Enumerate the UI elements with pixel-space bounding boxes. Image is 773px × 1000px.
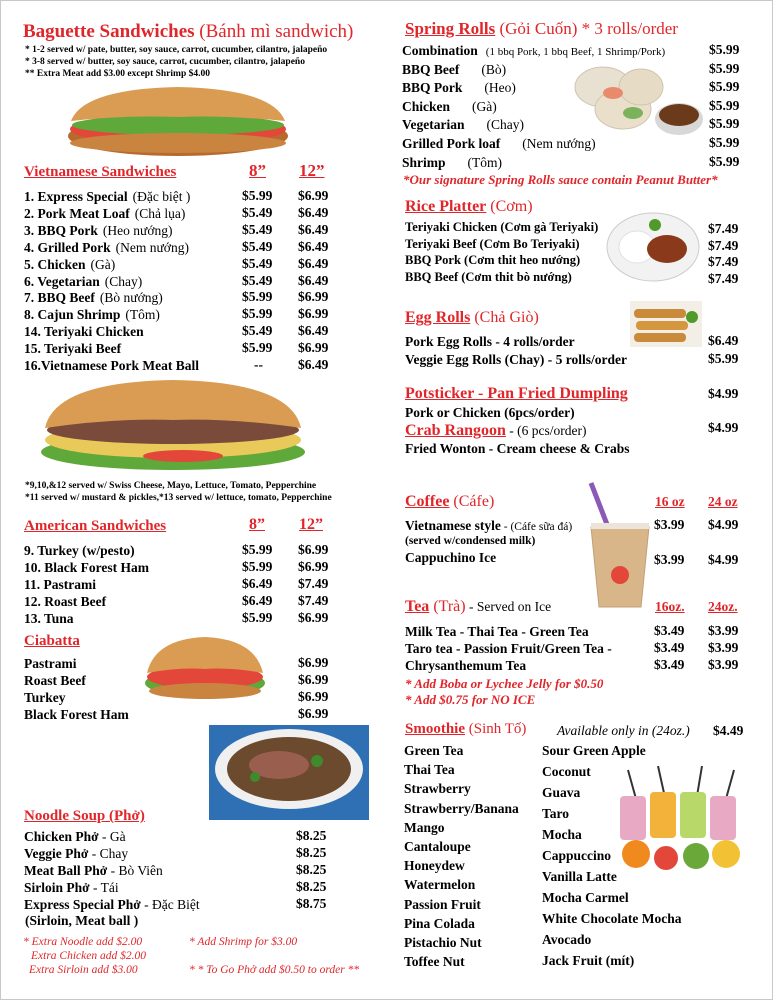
menu-item-price: $8.25 [296,845,327,860]
tea-note-2: * Add $0.75 for NO ICE [405,692,536,707]
smoothie-flavor: Pina Colada [404,915,475,931]
coffee-col-16oz: 16 oz [655,494,685,509]
smoothie-title-text: Smoothie [405,721,465,737]
price-12in: $6.99 [298,542,329,557]
price-12in: $6.49 [298,255,329,271]
menu-item-name [24,289,163,306]
smoothie-flavor: Mango [404,819,445,835]
american-title: American Sandwiches [24,518,167,534]
egg-title-text: Egg Rolls [405,309,471,326]
menu-item-label: 14. Teriyaki Chicken [24,324,144,340]
menu-item-label: 2. Pork Meat Loaf [24,205,130,221]
rangoon-title-tail: - (6 pcs/order) [505,423,587,438]
menu-item-price: $5.99 [709,79,740,95]
baguette-sandwich-image [63,81,293,161]
smoothie-flavor: Honeydew [404,858,465,874]
menu-item-name: Black Forest Ham [24,707,129,722]
menu-item-vn: (Chay) [104,273,143,289]
smoothie-flavor: White Chocolate Mocha [542,911,682,926]
menu-item-name: Teriyaki Chicken (Cơm gà Teriyaki) [405,220,599,234]
spring-title [405,19,678,39]
menu-item-name: Teriyaki Beef (Cơm Bo Teriyaki) [405,236,580,251]
menu-item-name [24,896,200,913]
rice-title-text: Rice Platter [405,198,487,215]
menu-item-name [24,256,115,273]
price-8in: $5.49 [242,323,273,339]
price-12in: $6.49 [298,357,329,372]
baguette-note-3: ** Extra Meat add $3.00 except Shrimp $4.00 [25,69,210,79]
price-24oz: $3.99 [708,657,739,672]
price-12in: $6.99 [298,340,329,356]
baguette-note-1: * 1-2 served w/ pate, butter, soy sauce, carrot, cucumber, cilantro, jalapeño [25,45,328,55]
viet-sandwiches-title: Vietnamese Sandwiches [24,164,177,180]
menu-item-label: BBQ Beef [402,61,460,77]
menu-item-label: 7. BBQ Beef [24,290,95,306]
coffee-item-1-p24: $4.99 [708,517,739,532]
smoothie-flavor: Avocado [542,932,592,947]
menu-item-label: Grilled Pork loaf [402,136,501,151]
menu-item-name [24,862,163,879]
rangoon-title-text: Crab Rangoon [405,422,506,439]
menu-item-price: $6.99 [298,706,329,721]
smoothie-availability: Available only in (24oz.) [557,723,690,738]
price-8in: $5.49 [242,238,273,254]
price-12in: $6.99 [298,610,329,625]
rice-plate-image [605,207,701,283]
price-16oz: $3.49 [654,640,685,655]
spring-note: *Our signature Spring Rolls sauce contain Peanut Butter* [403,172,718,187]
menu-item-price: $6.99 [298,689,329,704]
menu-item-name [24,323,144,340]
coffee-item-2-p24: $4.99 [708,552,739,567]
baguette-title-vn: (Bánh mì sandwich) [199,21,354,42]
coffee-title-vn: (Cáfe) [453,493,495,510]
tea-note-1: * Add Boba or Lychee Jelly for $0.50 [405,676,604,691]
menu-item-name [24,188,190,205]
coffee-col-24oz: 24 oz [708,494,738,509]
coffee-title [405,493,494,511]
menu-item-label: 15. Teriyaki Beef [24,341,122,357]
coffee-item-1-name: Vietnamese style [405,518,501,533]
menu-item-name [402,98,497,115]
price-8in: -- [254,357,263,372]
menu-item-name: Milk Tea - Thai Tea - Green Tea [405,624,589,639]
egg-title-vn: (Chả Giò) [474,309,539,326]
price-8in: $5.99 [242,610,273,625]
menu-item-price: $6.99 [298,655,329,670]
spring-title-tail: * 3 rolls/order [581,19,678,38]
menu-item-vn: (Nem nướng) [115,239,189,255]
menu-item-vn: (1 bbq Pork, 1 bbq Beef, 1 Shrimp/Pork) [485,46,666,58]
menu-item-label: 1. Express Special [24,189,128,204]
menu-item-name [24,845,128,862]
price-8in: $5.99 [242,188,273,203]
menu-item-vn: (Gà) [90,256,116,272]
menu-item-name [402,135,596,152]
menu-item-name: Taro tea - Passion Fruit/Green Tea - [405,641,612,656]
menu-item-name: 9. Turkey (w/pesto) [24,543,135,558]
price-16oz: $3.49 [654,623,685,638]
menu-item-label: 4. Grilled Pork [24,239,111,255]
noodle-extra-shrimp: * Add Shrimp for $3.00 [189,936,298,948]
menu-item-label: Sirloin Phở [24,880,90,895]
menu-item-vn: (Tôm) [125,307,160,323]
price-8in: $5.49 [242,272,273,288]
smoothie-flavor: Coconut [542,764,591,779]
menu-item-name [402,79,516,96]
price-24oz: $3.99 [708,623,739,638]
spring-rolls-image [569,57,705,143]
noodle-title: Noodle Soup (Phở) [24,808,145,824]
smoothie-flavor: Cantaloupe [404,839,471,854]
menu-item-price: $5.99 [709,97,740,113]
menu-item-price: $7.49 [708,270,739,286]
smoothie-flavor: Sour Green Apple [542,743,646,758]
smoothie-flavor: Mocha [542,827,582,842]
menu-item-name [24,879,119,896]
rangoon-title [405,422,587,440]
menu-item-vn: (Đặc biệt ) [132,189,191,204]
menu-item-label: 3. BBQ Pork [24,222,98,238]
tea-col-16oz: 16oz. [655,599,685,614]
menu-item-name: BBQ Pork (Cơm thit heo nướng) [405,253,581,267]
smoothie-flavor: Mocha Carmel [542,890,629,905]
smoothie-title [405,721,526,738]
smoothie-flavor: Thai Tea [404,762,455,778]
menu-item-price: $8.75 [296,896,327,911]
tea-title-vn: (Trà) [433,598,466,615]
menu-item-name [24,306,160,323]
menu-item-label: Veggie Phở [24,846,89,861]
price-8in: $5.99 [242,340,273,356]
spring-title-vn: (Gỏi Cuốn) [499,19,578,38]
baguette-title-text: Baguette Sandwiches [23,21,195,42]
menu-item-price: $8.25 [296,879,327,894]
price-12in: $6.49 [298,204,329,220]
menu-item-vn: (Nem nướng) [522,136,596,151]
menu-item-vn: (Heo) [484,80,516,96]
tea-title [405,598,551,616]
menu-item-vn: (Heo nướng) [102,222,173,238]
menu-item-price: $5.99 [709,42,740,57]
coffee-item-1-sub: (served w/condensed milk) [405,535,536,547]
menu-item-label: 8. Cajun Shrimp [24,307,121,323]
smoothie-flavor: Watermelon [404,877,476,893]
smoothies-image [614,766,750,872]
noodle-extra-1: * Extra Noodle add $2.00 [23,936,143,948]
menu-item-price: $5.99 [708,350,739,366]
sub-sandwich-image [33,376,313,474]
smoothie-flavor: Passion Fruit [404,896,481,912]
menu-item-price: $5.99 [709,135,740,150]
menu-item-name: Veggie Egg Rolls (Chay) - 5 rolls/order [405,351,627,367]
rice-title-vn: (Cơm) [490,198,533,215]
coffee-item-2-p16: $3.99 [654,552,685,567]
menu-item-vn: (Gà) [472,98,497,114]
noodle-to-go: * * To Go Phở add $0.50 to order ** [189,964,360,976]
ciabatta-image [141,633,269,703]
menu-item-name: Chrysanthemum Tea [405,658,527,673]
price-16oz: $3.49 [654,657,685,672]
smoothie-price: $4.49 [713,723,744,738]
price-8in: $5.99 [242,289,273,305]
menu-item-name [24,273,142,290]
smoothie-flavor: Pistachio Nut [404,935,482,950]
viet-note-2: *11 served w/ mustard & pickles,*13 served w/ lettuce, tomato, Pepperchine [25,493,332,503]
menu-item-name [402,154,502,171]
menu-item-price: $6.49 [708,333,739,348]
viet-col-8in: 8” [249,161,266,180]
smoothie-title-vn: (Sinh Tố) [468,721,527,737]
price-12in: $6.49 [298,272,329,288]
menu-item-name: 10. Black Forest Ham [24,560,149,575]
menu-item-price: $6.99 [298,672,329,687]
price-8in: $5.49 [242,255,273,271]
price-8in: $6.49 [242,576,273,591]
menu-item-vn: - Tái [89,880,119,895]
egg-title [405,309,539,327]
menu-item-vn: - Chay [88,846,129,861]
rangoon-price: $4.99 [708,420,739,435]
price-8in: $5.49 [242,221,273,237]
smoothie-flavor: Strawberry [404,781,471,797]
menu-item-name: Turkey [24,690,66,705]
menu-item-label: Vegetarian [402,117,465,133]
iced-coffee-image [583,479,657,611]
menu-item-label: BBQ Pork [402,80,463,96]
menu-item-vn: - Gà [98,829,126,844]
tea-title-tail: - Served on Ice [465,599,552,614]
american-col-12in: 12” [299,516,323,533]
menu-item-label: 16.Vietnamese Pork Meat Ball [24,358,199,373]
menu-item-name [24,340,121,357]
menu-item-name [24,239,189,256]
price-12in: $6.99 [298,188,329,203]
menu-item-name [24,205,185,222]
potsticker-desc: Pork or Chicken (6pcs/order) [405,405,575,420]
spring-title-text: Spring Rolls [405,19,496,38]
menu-item-label: Meat Ball Phở [24,863,108,878]
menu-item-name [402,61,506,78]
price-12in: $6.49 [298,323,329,339]
menu-item-name: BBQ Beef (Cơm thit bò nướng) [405,269,572,284]
smoothie-flavor: Strawberry/Banana [404,800,519,816]
coffee-title-text: Coffee [405,493,450,510]
menu-item-name: 12. Roast Beef [24,594,107,609]
rangoon-desc: Fried Wonton - Cream cheese & Crabs [405,441,630,456]
menu-item-name [24,828,126,845]
price-24oz: $3.99 [708,640,739,655]
menu-item-label: 6. Vegetarian [24,273,100,289]
smoothie-flavor: Taro [542,806,570,821]
menu-item-price: $7.49 [708,237,739,253]
menu-item-name: 11. Pastrami [24,577,96,592]
price-8in: $5.99 [242,542,273,557]
american-col-8in: 8” [249,516,265,533]
menu-item-name: Pastrami [24,656,77,671]
menu-item-name: Pork Egg Rolls - 4 rolls/order [405,334,575,349]
coffee-item-2: Cappuchino Ice [405,550,497,565]
menu-item-vn: (Bò) [481,61,507,77]
viet-col-12in: 12” [299,161,325,180]
noodle-extra-3: Extra Sirloin add $3.00 [29,964,138,976]
noodle-sub: (Sirloin, Meat ball ) [25,913,139,928]
menu-item-vn: - Bò Viên [107,863,163,878]
noodle-extra-2: Extra Chicken add $2.00 [31,950,146,962]
menu-item-vn: (Chay) [486,117,524,133]
menu-item-vn: (Bò nướng) [99,290,163,306]
tea-title-text: Tea [405,598,430,615]
menu-item-name [24,357,199,374]
ciabatta-title: Ciabatta [24,633,80,649]
baguette-note-2: * 3-8 served w/ butter, soy sauce, carrot, cucumber, cilantro, jalapeño [25,57,305,67]
coffee-item-1-vn: - (Cáfe sữa đá) [500,521,573,533]
menu-item-label: Combination [402,43,478,58]
price-12in: $7.49 [298,576,329,591]
smoothie-flavor: Cappuccino [542,848,612,863]
price-8in: $6.49 [242,593,273,608]
menu-item-price: $7.49 [708,254,739,269]
potsticker-title: Potsticker - Pan Fried Dumpling [405,385,628,402]
price-12in: $6.49 [298,221,329,237]
price-12in: $6.49 [298,238,329,254]
menu-item-label: 5. Chicken [24,256,86,272]
smoothie-flavor: Guava [542,785,581,800]
rice-title [405,198,533,216]
menu-item-vn: (Tôm) [467,154,503,170]
menu-item-name: 13. Tuna [24,611,74,626]
price-8in: $5.49 [242,204,273,220]
price-12in: $6.99 [298,306,329,322]
menu-item-label: Chicken [402,98,451,114]
menu-item-label: Chicken Phở [24,829,99,844]
pho-bowl-image [209,725,369,820]
smoothie-flavor: Vanilla Latte [542,869,617,884]
menu-item-price: $7.49 [708,221,739,236]
menu-item-price: $5.99 [709,116,740,132]
menu-item-price: $8.25 [296,828,327,843]
tea-col-24oz: 24oz. [708,599,738,614]
menu-item-label: Shrimp [402,154,446,170]
smoothie-flavor: Green Tea [404,743,464,758]
potsticker-price: $4.99 [708,386,739,401]
price-12in: $6.99 [298,289,329,305]
menu-item-price: $5.99 [709,153,740,169]
menu-item-name [402,116,524,133]
coffee-item-1-p16: $3.99 [654,517,685,532]
menu-item-price: $5.99 [709,60,740,76]
menu-item-name [24,222,172,239]
menu-item-label: Express Special Phở [24,897,141,912]
menu-item-name: Roast Beef [24,673,86,688]
viet-note-1: *9,10,&12 served w/ Swiss Cheese, Mayo, Lettuce, Tomato, Pepperchine [25,481,317,491]
menu-item-price: $8.25 [296,862,327,877]
baguette-title [23,21,353,43]
price-12in: $6.99 [298,559,329,574]
menu-item-vn: (Chả lụa) [134,205,186,221]
smoothie-flavor: Toffee Nut [404,954,465,970]
price-8in: $5.99 [242,559,273,574]
price-12in: $7.49 [298,593,329,608]
price-8in: $5.99 [242,306,273,322]
menu-item-vn: - Đặc Biệt [140,897,200,912]
egg-rolls-image [630,301,702,347]
smoothie-flavor: Jack Fruit (mít) [542,953,635,968]
